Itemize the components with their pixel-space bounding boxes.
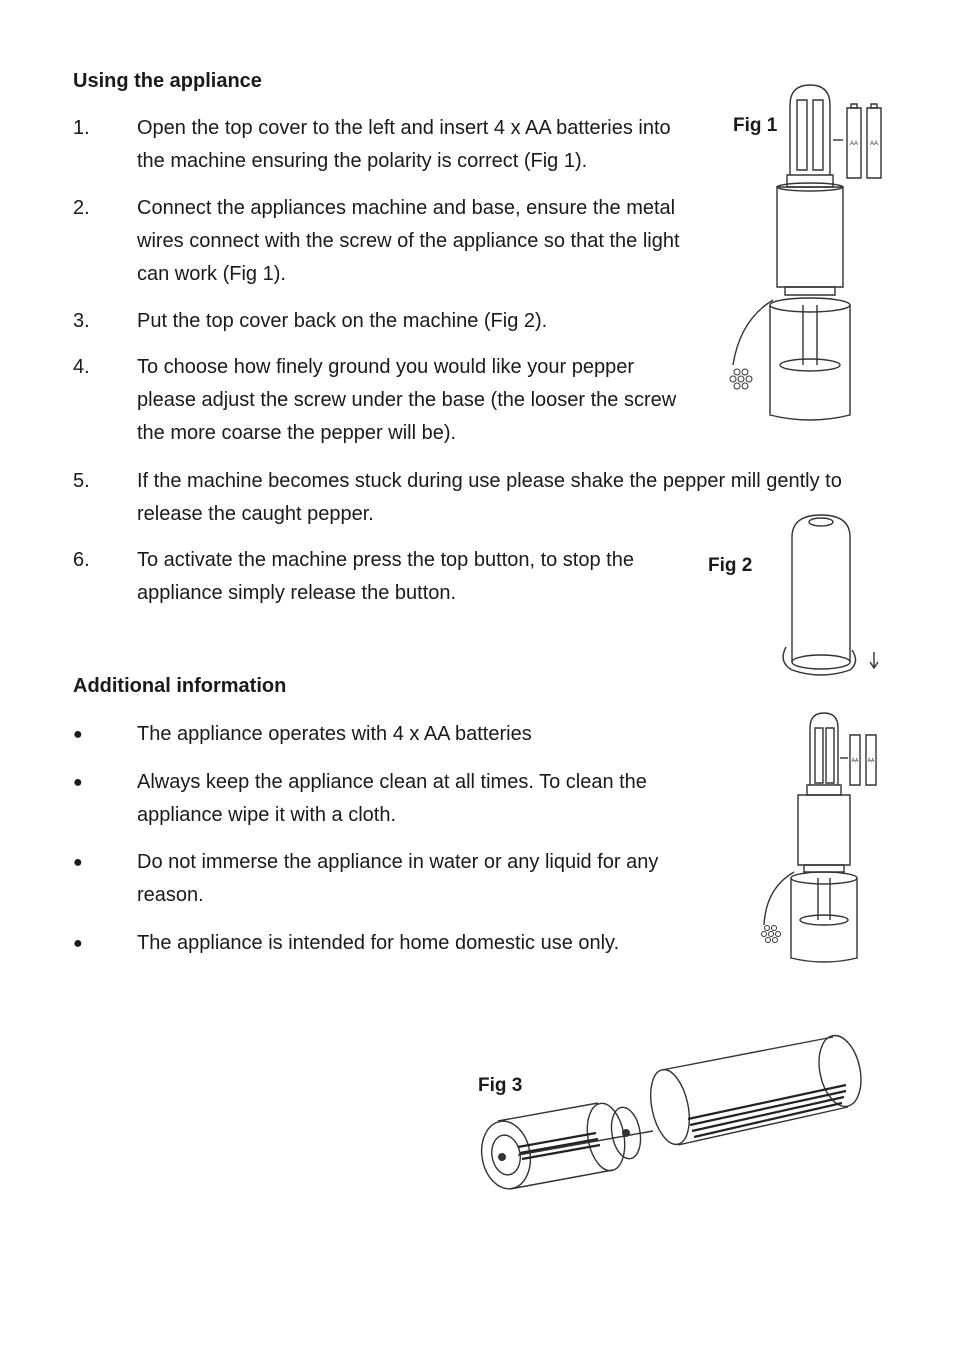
step-number: 2.: [73, 197, 90, 219]
step-line: please adjust the screw under the base (the looser the screw: [137, 389, 677, 411]
bullet-line: The appliance is intended for home domestic use only.: [137, 932, 620, 954]
battery-label: AA: [851, 758, 859, 764]
step-line: Connect the appliances machine and base, ensure the metal: [137, 197, 676, 219]
bullet-icon: ●: [73, 726, 83, 743]
bullet-line: Do not immerse the appliance in water or any liquid for any: [137, 851, 659, 873]
step-line: To activate the machine press the top button, to stop the: [137, 549, 634, 571]
bullet-line: The appliance operates with 4 x AA batteries: [137, 723, 532, 745]
step-line: If the machine becomes stuck during use please shake the pepper mill gently to: [137, 470, 842, 492]
battery-label: AA: [869, 141, 879, 147]
step-line: Open the top cover to the left and insert 4 x AA batteries into: [137, 117, 671, 139]
step-line: wires connect with the screw of the appliance so that the light: [137, 230, 680, 252]
section-heading-additional: Additional information: [73, 675, 287, 697]
bullet-line: reason.: [137, 884, 204, 906]
fig3-label: Fig 3: [478, 1075, 523, 1096]
step-line: appliance simply release the button.: [137, 582, 457, 604]
fig3-illustration: [478, 1035, 868, 1200]
step-line: release the caught pepper.: [137, 503, 374, 525]
fig1-illustration: [725, 80, 890, 430]
fig2-illustration: [780, 512, 880, 680]
battery-label: AA: [849, 141, 859, 147]
bullet-icon: ●: [73, 774, 83, 791]
step-line: can work (Fig 1).: [137, 263, 286, 285]
step-line: the more coarse the pepper will be).: [137, 422, 457, 444]
step-number: 1.: [73, 117, 90, 139]
bullet-icon: ●: [73, 935, 83, 952]
step-number: 4.: [73, 356, 90, 378]
section-heading-using: Using the appliance: [73, 70, 262, 92]
step-number: 5.: [73, 470, 90, 492]
step-number: 3.: [73, 310, 90, 332]
bullet-line: Always keep the appliance clean at all times. To clean the: [137, 771, 647, 793]
step-line: To choose how finely ground you would like your pepper: [137, 356, 634, 378]
battery-label: AA: [867, 758, 875, 764]
step-line: Put the top cover back on the machine (Fig 2).: [137, 310, 548, 332]
bullet-line: appliance wipe it with a cloth.: [137, 804, 397, 826]
step-line: the machine ensuring the polarity is correct (Fig 1).: [137, 150, 588, 172]
step-number: 6.: [73, 549, 90, 571]
fig1-label: Fig 1: [733, 115, 778, 136]
bullet-icon: ●: [73, 854, 83, 871]
fig-side-illustration: [758, 710, 888, 970]
fig2-label: Fig 2: [708, 555, 753, 576]
